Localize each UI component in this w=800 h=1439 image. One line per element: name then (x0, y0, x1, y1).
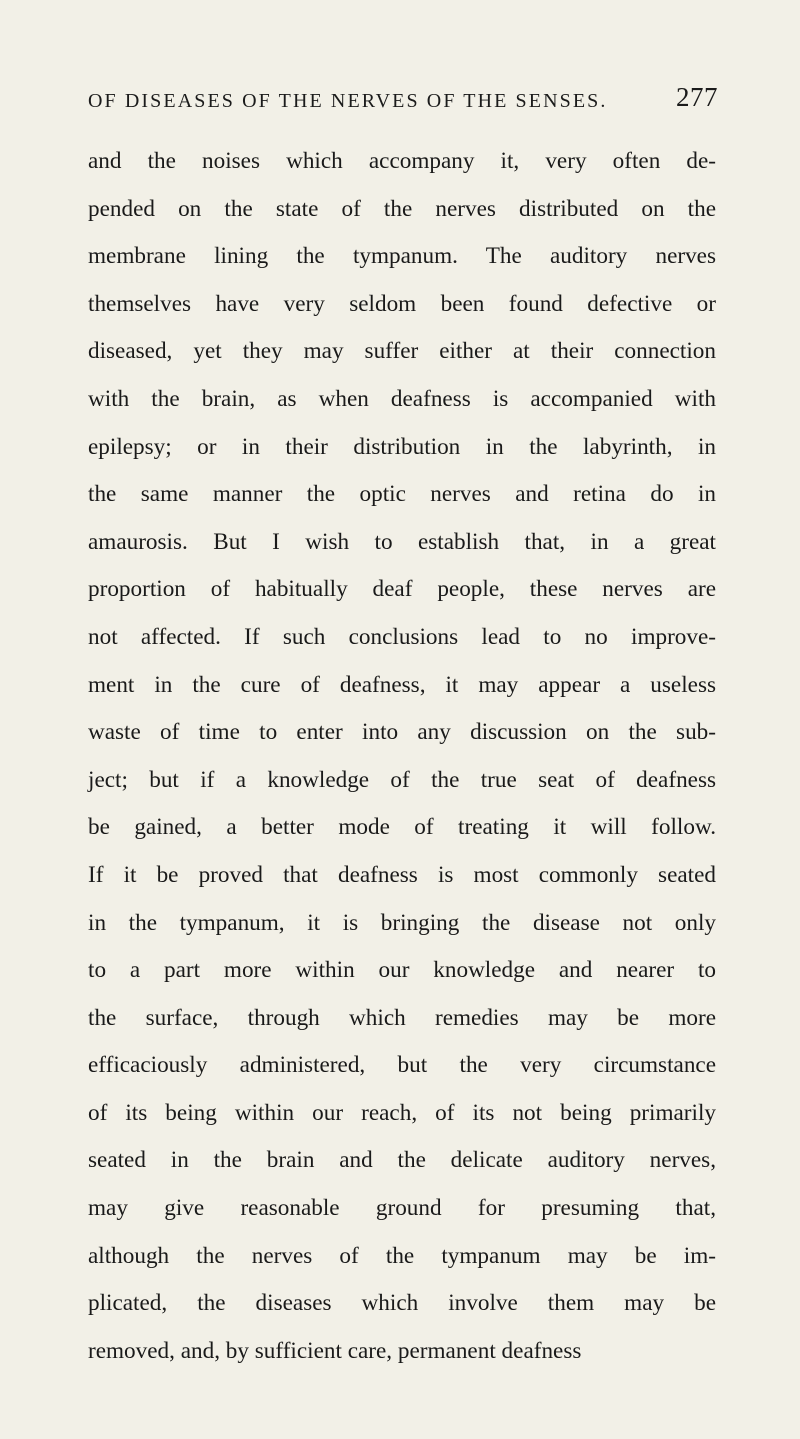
text-line: of its being within our reach, of its not being primarily (88, 1099, 716, 1126)
text-line: and the noises which accompany it, very often de- (88, 148, 716, 174)
text-line: ject; but if a knowledge of the true seat of deafness (88, 766, 716, 793)
text-line: epilepsy; or in their distribution in the labyrinth, in (88, 433, 716, 460)
text-line: the same manner the optic nerves and retina do in (88, 481, 716, 508)
running-head: OF DISEASES OF THE NERVES OF THE SENSES. (88, 90, 608, 112)
text-line: seated in the brain and the delicate auditory nerves, (88, 1147, 716, 1174)
text-line: amaurosis. But I wish to establish that, in a great (88, 528, 716, 555)
text-line: ment in the cure of deafness, it may appear a useless (88, 671, 716, 698)
text-line: proportion of habitually deaf people, these nerves are (88, 576, 716, 603)
text-line: If it be proved that deafness is most commonly seated (88, 861, 716, 888)
text-line: the surface, through which remedies may be more (88, 1004, 716, 1031)
body-text (88, 138, 716, 1375)
text-line: may give reasonable ground for presuming that, (88, 1195, 716, 1222)
page-number: 277 (676, 82, 718, 112)
text-line: diseased, yet they may suffer either at their connection (88, 338, 716, 365)
text-line: efficaciously administered, but the very circumstance (88, 1052, 716, 1079)
text-line: pended on the state of the nerves distributed on the (88, 195, 716, 222)
text-line: plicated, the diseases which involve them may be (88, 1290, 716, 1317)
text-line: themselves have very seldom been found defective or (88, 290, 716, 317)
text-line: removed, and, by sufficient care, permanent deafness (88, 1337, 582, 1364)
text-line: to a part more within our knowledge and nearer to (88, 957, 716, 984)
text-line: waste of time to enter into any discussion on the sub- (88, 719, 716, 746)
text-line: not affected. If such conclusions lead to no improve- (88, 623, 716, 650)
page-header (88, 80, 718, 116)
text-line: membrane lining the tympanum. The auditory nerves (88, 243, 716, 270)
text-line: with the brain, as when deafness is accompanied with (88, 385, 716, 412)
text-line: be gained, a better mode of treating it will follow. (88, 814, 716, 841)
text-line: although the nerves of the tympanum may be im- (88, 1242, 716, 1269)
text-line: in the tympanum, it is bringing the disease not only (88, 909, 716, 936)
